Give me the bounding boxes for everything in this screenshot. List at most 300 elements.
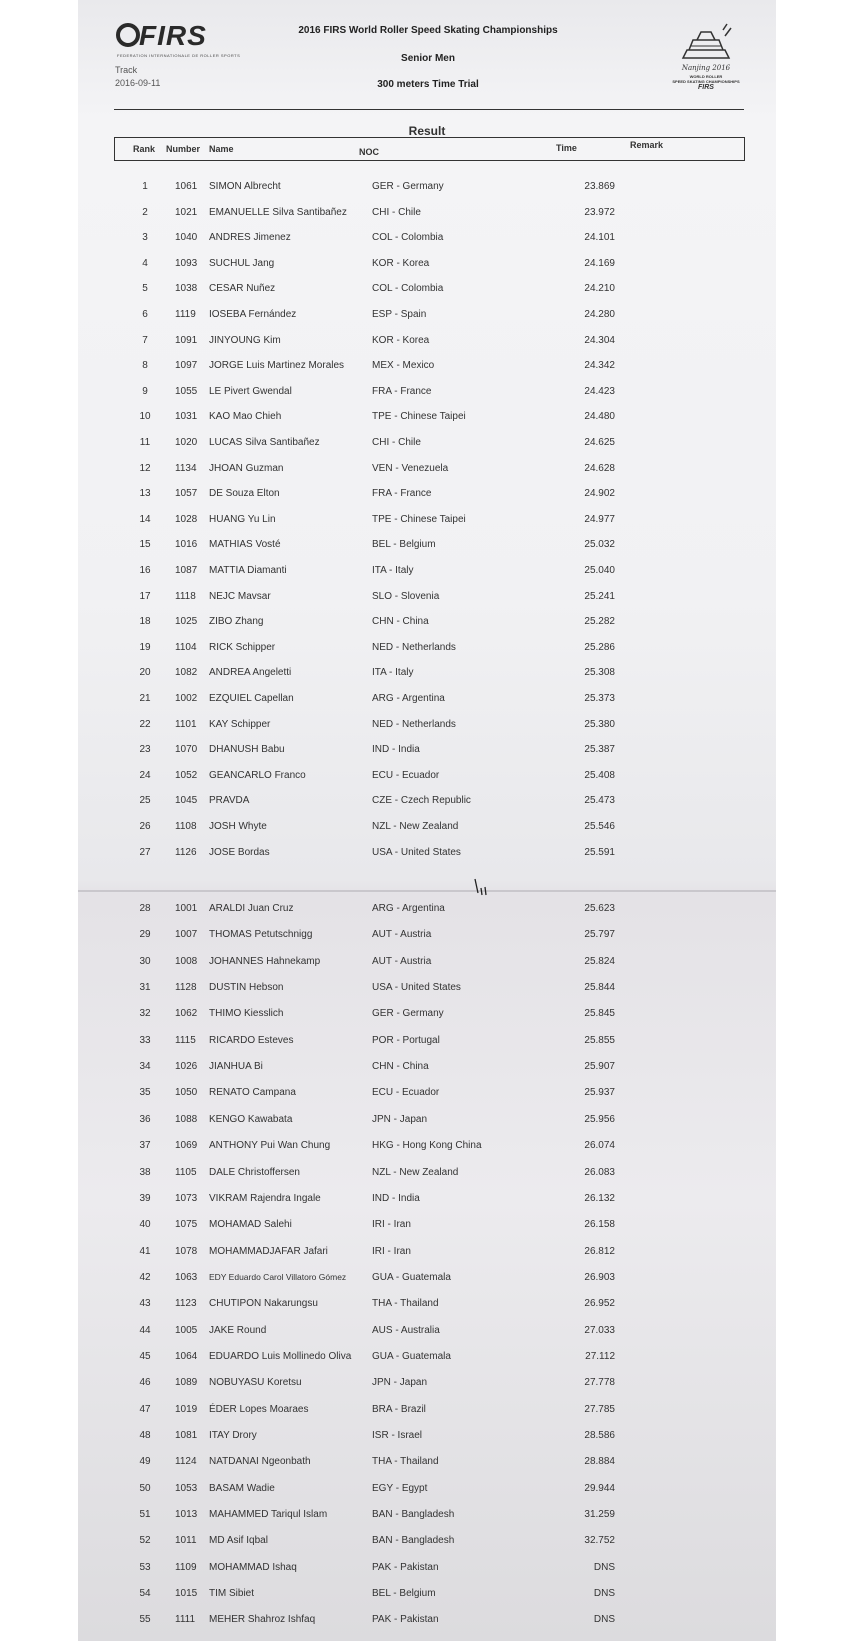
row-time: 25.907 [584, 1061, 615, 1072]
row-number: 1031 [175, 411, 198, 422]
table-row [78, 642, 776, 660]
row-rank: 12 [139, 463, 151, 474]
row-rank: 37 [139, 1140, 151, 1151]
table-row [78, 1272, 776, 1290]
row-name: ITAY Drory [209, 1430, 257, 1441]
row-noc: IND - India [372, 1193, 420, 1204]
row-time: 25.308 [584, 667, 615, 678]
col-number: Number [166, 144, 201, 154]
table-row [78, 616, 776, 634]
row-number: 1055 [175, 386, 198, 397]
row-number: 1015 [175, 1588, 198, 1599]
row-noc: AUT - Austria [372, 956, 432, 967]
handwritten-mark [471, 876, 501, 896]
row-time: 28.586 [584, 1430, 615, 1441]
row-name: JORGE Luis Martinez Morales [209, 360, 345, 371]
row-number: 1008 [175, 956, 198, 967]
row-time: 25.241 [584, 591, 615, 602]
row-rank: 11 [139, 437, 151, 448]
row-noc: NED - Netherlands [372, 719, 456, 730]
row-name: RENATO Campana [209, 1087, 296, 1098]
row-noc: BEL - Belgium [372, 1588, 436, 1599]
row-time: 25.845 [584, 1008, 615, 1019]
table-row [78, 1509, 776, 1527]
table-row [78, 1404, 776, 1422]
row-number: 1045 [175, 795, 198, 806]
row-name: THOMAS Petutschnigg [209, 929, 313, 940]
row-name: JINYOUNG Kim [209, 335, 281, 346]
row-number: 1087 [175, 565, 198, 576]
table-row [78, 1008, 776, 1026]
row-noc: BAN - Bangladesh [372, 1509, 455, 1520]
row-name: BASAM Wadie [209, 1483, 275, 1494]
table-row [78, 1325, 776, 1343]
row-name: HUANG Yu Lin [209, 514, 276, 525]
row-name: MD Asif Iqbal [209, 1535, 268, 1546]
row-name: ANDRES Jimenez [209, 232, 291, 243]
table-row [78, 1614, 776, 1632]
row-rank: 35 [139, 1087, 151, 1098]
row-noc: EGY - Egypt [372, 1483, 428, 1494]
row-noc: BAN - Bangladesh [372, 1535, 455, 1546]
row-rank: 30 [139, 956, 151, 967]
row-time: 26.903 [584, 1272, 615, 1283]
row-number: 1016 [175, 539, 198, 550]
row-time: 25.282 [584, 616, 615, 627]
row-number: 1075 [175, 1219, 198, 1230]
row-name: EDY Eduardo Carol Villatoro Gómez [209, 1272, 347, 1282]
row-time: 25.286 [584, 642, 615, 653]
row-rank: 26 [139, 821, 151, 832]
row-rank: 34 [139, 1061, 151, 1072]
row-number: 1053 [175, 1483, 198, 1494]
row-noc: ITA - Italy [372, 667, 414, 678]
row-name: CESAR Nuñez [209, 283, 276, 294]
row-number: 1013 [175, 1509, 198, 1520]
row-rank: 27 [139, 847, 151, 858]
row-name: RICK Schipper [209, 642, 276, 653]
race-title: 300 meters Time Trial [377, 79, 479, 90]
row-noc: CZE - Czech Republic [372, 795, 471, 806]
row-time: DNS [593, 1588, 615, 1599]
row-time: 25.380 [584, 719, 615, 730]
row-rank: 4 [142, 258, 148, 269]
row-noc: JPN - Japan [372, 1114, 428, 1125]
row-name: MOHAMMAD Ishaq [209, 1562, 297, 1573]
row-rank: 21 [139, 693, 151, 704]
table-row [78, 982, 776, 1000]
row-time: 23.972 [584, 207, 615, 218]
row-rank: 5 [142, 283, 148, 294]
table-row [78, 1456, 776, 1474]
row-rank: 41 [139, 1246, 151, 1257]
row-noc: FRA - France [372, 386, 432, 397]
row-noc: PAK - Pakistan [372, 1614, 439, 1625]
table-row [78, 591, 776, 609]
row-noc: GER - Germany [372, 1008, 444, 1019]
logo-text: FIRS [139, 20, 207, 51]
row-time: 25.408 [584, 770, 615, 781]
table-row [78, 1140, 776, 1158]
row-name: IOSEBA Fernández [209, 309, 297, 320]
col-rank: Rank [133, 144, 156, 154]
table-row [78, 181, 776, 199]
row-rank: 15 [139, 539, 151, 550]
row-time: 29.944 [584, 1483, 615, 1494]
row-noc: POR - Portugal [372, 1035, 440, 1046]
row-rank: 55 [139, 1614, 151, 1625]
row-number: 1123 [175, 1298, 197, 1309]
row-noc: KOR - Korea [372, 335, 430, 346]
row-name: EZQUIEL Capellan [209, 693, 294, 704]
row-time: 25.473 [584, 795, 615, 806]
row-time: 25.844 [584, 982, 615, 993]
row-name: KENGO Kawabata [209, 1114, 293, 1125]
row-rank: 6 [142, 309, 148, 320]
row-name: DHANUSH Babu [209, 744, 285, 755]
row-noc: ARG - Argentina [372, 693, 445, 704]
table-row [78, 1246, 776, 1264]
row-rank: 14 [139, 514, 151, 525]
row-rank: 23 [139, 744, 151, 755]
row-rank: 9 [142, 386, 148, 397]
row-rank: 47 [139, 1404, 151, 1415]
row-rank: 7 [142, 335, 148, 346]
row-rank: 29 [139, 929, 151, 940]
table-row [78, 360, 776, 378]
table-row [78, 386, 776, 404]
row-name: ANDREA Angeletti [209, 667, 292, 678]
row-number: 1028 [175, 514, 198, 525]
row-noc: GUA - Guatemala [372, 1272, 451, 1283]
row-noc: USA - United States [372, 847, 461, 858]
table-row [78, 283, 776, 301]
row-number: 1025 [175, 616, 198, 627]
row-rank: 20 [139, 667, 151, 678]
row-rank: 32 [139, 1008, 151, 1019]
row-name: JAKE Round [209, 1325, 267, 1336]
row-number: 1011 [175, 1535, 197, 1546]
row-number: 1069 [175, 1140, 198, 1151]
row-noc: ESP - Spain [372, 309, 427, 320]
row-noc: GUA - Guatemala [372, 1351, 451, 1362]
table-row [78, 1114, 776, 1132]
table-row [78, 539, 776, 557]
row-number: 1061 [175, 181, 198, 192]
row-name: JOSE Bordas [209, 847, 270, 858]
row-time: 24.210 [584, 283, 615, 294]
row-noc: ECU - Ecuador [372, 770, 440, 781]
row-noc: GER - Germany [372, 181, 444, 192]
row-name: JHOAN Guzman [209, 463, 284, 474]
row-time: 25.797 [584, 929, 615, 940]
row-number: 1063 [175, 1272, 198, 1283]
row-name: SIMON Albrecht [209, 181, 281, 192]
row-number: 1082 [175, 667, 198, 678]
row-rank: 54 [139, 1588, 151, 1599]
row-number: 1109 [175, 1562, 197, 1573]
row-time: 25.040 [584, 565, 615, 576]
row-number: 1057 [175, 488, 198, 499]
row-noc: IRI - Iran [372, 1219, 411, 1230]
row-number: 1021 [175, 207, 198, 218]
table-row [78, 335, 776, 353]
row-rank: 46 [139, 1377, 151, 1388]
table-row [78, 207, 776, 225]
row-number: 1001 [175, 903, 198, 914]
row-time: 25.855 [584, 1035, 615, 1046]
row-rank: 22 [139, 719, 151, 730]
row-number: 1088 [175, 1114, 198, 1125]
row-rank: 24 [139, 770, 151, 781]
table-row [78, 1035, 776, 1053]
table-row [78, 1087, 776, 1105]
row-rank: 48 [139, 1430, 151, 1441]
skater-emblem-icon [661, 22, 751, 64]
row-number: 1104 [175, 642, 197, 653]
row-rank: 28 [139, 903, 151, 914]
row-name: MOHAMMADJAFAR Jafari [209, 1246, 328, 1257]
row-noc: KOR - Korea [372, 258, 430, 269]
row-name: DALE Christoffersen [209, 1167, 300, 1178]
row-name: MAHAMMED Tariqul Islam [209, 1509, 328, 1520]
row-noc: FRA - France [372, 488, 432, 499]
row-number: 1038 [175, 283, 198, 294]
row-rank: 51 [139, 1509, 151, 1520]
row-noc: COL - Colombia [372, 232, 444, 243]
row-rank: 40 [139, 1219, 151, 1230]
row-noc: THA - Thailand [372, 1298, 439, 1309]
row-name: MEHER Shahroz Ishfaq [209, 1614, 316, 1625]
row-noc: ISR - Israel [372, 1430, 423, 1441]
firs-logo [115, 20, 255, 60]
table-row [78, 232, 776, 250]
row-name: EMANUELLE Silva Santibañez [209, 207, 347, 218]
row-noc: NZL - New Zealand [372, 821, 459, 832]
row-rank: 52 [139, 1535, 151, 1546]
row-name: MATTIA Diamanti [209, 565, 287, 576]
column-header-box [114, 137, 745, 161]
table-row [78, 411, 776, 429]
row-time: 24.280 [584, 309, 615, 320]
table-row [78, 1167, 776, 1185]
row-noc: CHN - China [372, 616, 429, 627]
col-noc: NOC [359, 147, 379, 157]
row-name: LE Pivert Gwendal [209, 386, 292, 397]
row-number: 1078 [175, 1246, 198, 1257]
row-name: MOHAMAD Salehi [209, 1219, 292, 1230]
row-name: EDUARDO Luis Mollinedo Oliva [209, 1351, 352, 1362]
row-time: 24.902 [584, 488, 615, 499]
table-row [78, 956, 776, 974]
row-time: 25.824 [584, 956, 615, 967]
row-time: 25.032 [584, 539, 615, 550]
row-rank: 10 [139, 411, 151, 422]
row-noc: VEN - Venezuela [372, 463, 449, 474]
row-noc: HKG - Hong Kong China [372, 1140, 482, 1151]
table-row [78, 693, 776, 711]
row-rank: 43 [139, 1298, 151, 1309]
row-name: KAY Schipper [209, 719, 271, 730]
row-noc: IND - India [372, 744, 420, 755]
row-rank: 3 [142, 232, 148, 243]
row-number: 1124 [175, 1456, 197, 1467]
row-rank: 45 [139, 1351, 151, 1362]
row-time: 24.423 [584, 386, 615, 397]
row-time: 25.591 [584, 847, 615, 858]
row-time: 24.625 [584, 437, 615, 448]
row-name: ANTHONY Pui Wan Chung [209, 1140, 331, 1151]
row-time: 24.169 [584, 258, 615, 269]
row-number: 1115 [175, 1035, 196, 1046]
row-number: 1002 [175, 693, 198, 704]
row-number: 1081 [175, 1430, 198, 1441]
row-rank: 49 [139, 1456, 151, 1467]
emblem-caption: Nanjing 2016 [681, 64, 731, 72]
row-time: DNS [593, 1562, 615, 1573]
row-noc: TPE - Chinese Taipei [372, 411, 466, 422]
row-name: SUCHUL Jang [209, 258, 275, 269]
table-row [78, 1562, 776, 1580]
row-number: 1128 [175, 982, 197, 993]
row-number: 1020 [175, 437, 198, 448]
row-rank: 42 [139, 1272, 151, 1283]
row-noc: ARG - Argentina [372, 903, 445, 914]
table-row [78, 821, 776, 839]
row-noc: USA - United States [372, 982, 461, 993]
row-number: 1091 [175, 335, 198, 346]
row-noc: ECU - Ecuador [372, 1087, 440, 1098]
table-row [78, 488, 776, 506]
table-row [78, 1061, 776, 1079]
row-name: ÉDER Lopes Moaraes [209, 1404, 309, 1415]
row-time: 26.074 [584, 1140, 615, 1151]
table-row [78, 463, 776, 481]
row-name: MATHIAS Vosté [209, 539, 281, 550]
row-noc: ITA - Italy [372, 565, 414, 576]
row-time: 25.623 [584, 903, 615, 914]
row-time: 24.480 [584, 411, 615, 422]
row-number: 1026 [175, 1061, 198, 1072]
paper-fold [78, 890, 776, 892]
table-row [78, 1377, 776, 1395]
row-time: 27.785 [584, 1404, 615, 1415]
event-title: 2016 FIRS World Roller Speed Skating Championships [298, 25, 558, 36]
row-number: 1119 [175, 309, 196, 320]
row-number: 1019 [175, 1404, 198, 1415]
venue-block [115, 64, 160, 90]
row-time: 25.937 [584, 1087, 615, 1098]
row-number: 1007 [175, 929, 198, 940]
row-noc: TPE - Chinese Taipei [372, 514, 466, 525]
row-time: 31.259 [584, 1509, 615, 1520]
row-rank: 31 [139, 982, 151, 993]
row-time: 25.956 [584, 1114, 615, 1125]
row-rank: 16 [139, 565, 151, 576]
row-name: ARALDI Juan Cruz [209, 903, 294, 914]
row-time: 24.628 [584, 463, 615, 474]
row-number: 1050 [175, 1087, 198, 1098]
emblem-logo: FIRS [698, 84, 714, 91]
row-rank: 18 [139, 616, 151, 627]
row-noc: AUS - Australia [372, 1325, 440, 1336]
table-row [78, 770, 776, 788]
table-row [78, 847, 776, 865]
championship-emblem [661, 22, 751, 97]
table-row [78, 258, 776, 276]
row-time: 24.977 [584, 514, 615, 525]
row-noc: PAK - Pakistan [372, 1562, 439, 1573]
row-name: JIANHUA Bi [209, 1061, 263, 1072]
row-time: 25.546 [584, 821, 615, 832]
row-name: ZIBO Zhang [209, 616, 264, 627]
row-name: DUSTIN Hebson [209, 982, 284, 993]
row-name: DE Souza Elton [209, 488, 280, 499]
row-noc: CHI - Chile [372, 207, 421, 218]
result-title: Result [408, 124, 446, 138]
event-date: 2016-09-11 [115, 78, 161, 88]
row-time: 26.158 [584, 1219, 615, 1230]
row-name: NOBUYASU Koretsu [209, 1377, 302, 1388]
table-row [78, 903, 776, 921]
row-time: 24.342 [584, 360, 615, 371]
row-time: 28.884 [584, 1456, 615, 1467]
row-number: 1005 [175, 1325, 198, 1336]
col-remark: Remark [630, 140, 664, 150]
row-noc: IRI - Iran [372, 1246, 411, 1257]
row-noc: CHN - China [372, 1061, 429, 1072]
row-rank: 8 [142, 360, 148, 371]
row-name: LUCAS Silva Santibañez [209, 437, 320, 448]
row-noc: NED - Netherlands [372, 642, 456, 653]
row-time: 27.033 [584, 1325, 615, 1336]
row-number: 1070 [175, 744, 198, 755]
table-row [78, 1219, 776, 1237]
row-time: 25.373 [584, 693, 615, 704]
table-row [78, 744, 776, 762]
table-row [78, 795, 776, 813]
logo-subtitle: FEDERATION INTERNATIONALE DE ROLLER SPORTS [117, 53, 241, 58]
row-number: 1064 [175, 1351, 198, 1362]
row-name: PRAVDA [209, 795, 250, 806]
row-time: 23.869 [584, 181, 615, 192]
row-time: 26.132 [584, 1193, 615, 1204]
row-name: TIM Sibiet [209, 1588, 255, 1599]
row-number: 1040 [175, 232, 198, 243]
row-number: 1073 [175, 1193, 198, 1204]
row-noc: AUT - Austria [372, 929, 432, 940]
row-noc: CHI - Chile [372, 437, 421, 448]
table-row [78, 565, 776, 583]
row-name: THIMO Kiesslich [209, 1008, 284, 1019]
results-sheet [78, 0, 776, 1641]
row-time: 32.752 [584, 1535, 615, 1546]
row-name: JOHANNES Hahnekamp [209, 956, 321, 967]
row-number: 1111 [175, 1614, 196, 1625]
col-time: Time [556, 143, 577, 153]
row-time: 26.952 [584, 1298, 615, 1309]
row-rank: 50 [139, 1483, 151, 1494]
row-name: GEANCARLO Franco [209, 770, 306, 781]
row-noc: BRA - Brazil [372, 1404, 426, 1415]
row-time: 26.083 [584, 1167, 615, 1178]
row-time: 27.778 [584, 1377, 615, 1388]
col-name: Name [209, 144, 234, 154]
header-divider [114, 109, 744, 110]
emblem-sub1: WORLD ROLLER [689, 74, 723, 79]
firs-logo-icon [115, 22, 141, 48]
table-row [78, 1588, 776, 1606]
